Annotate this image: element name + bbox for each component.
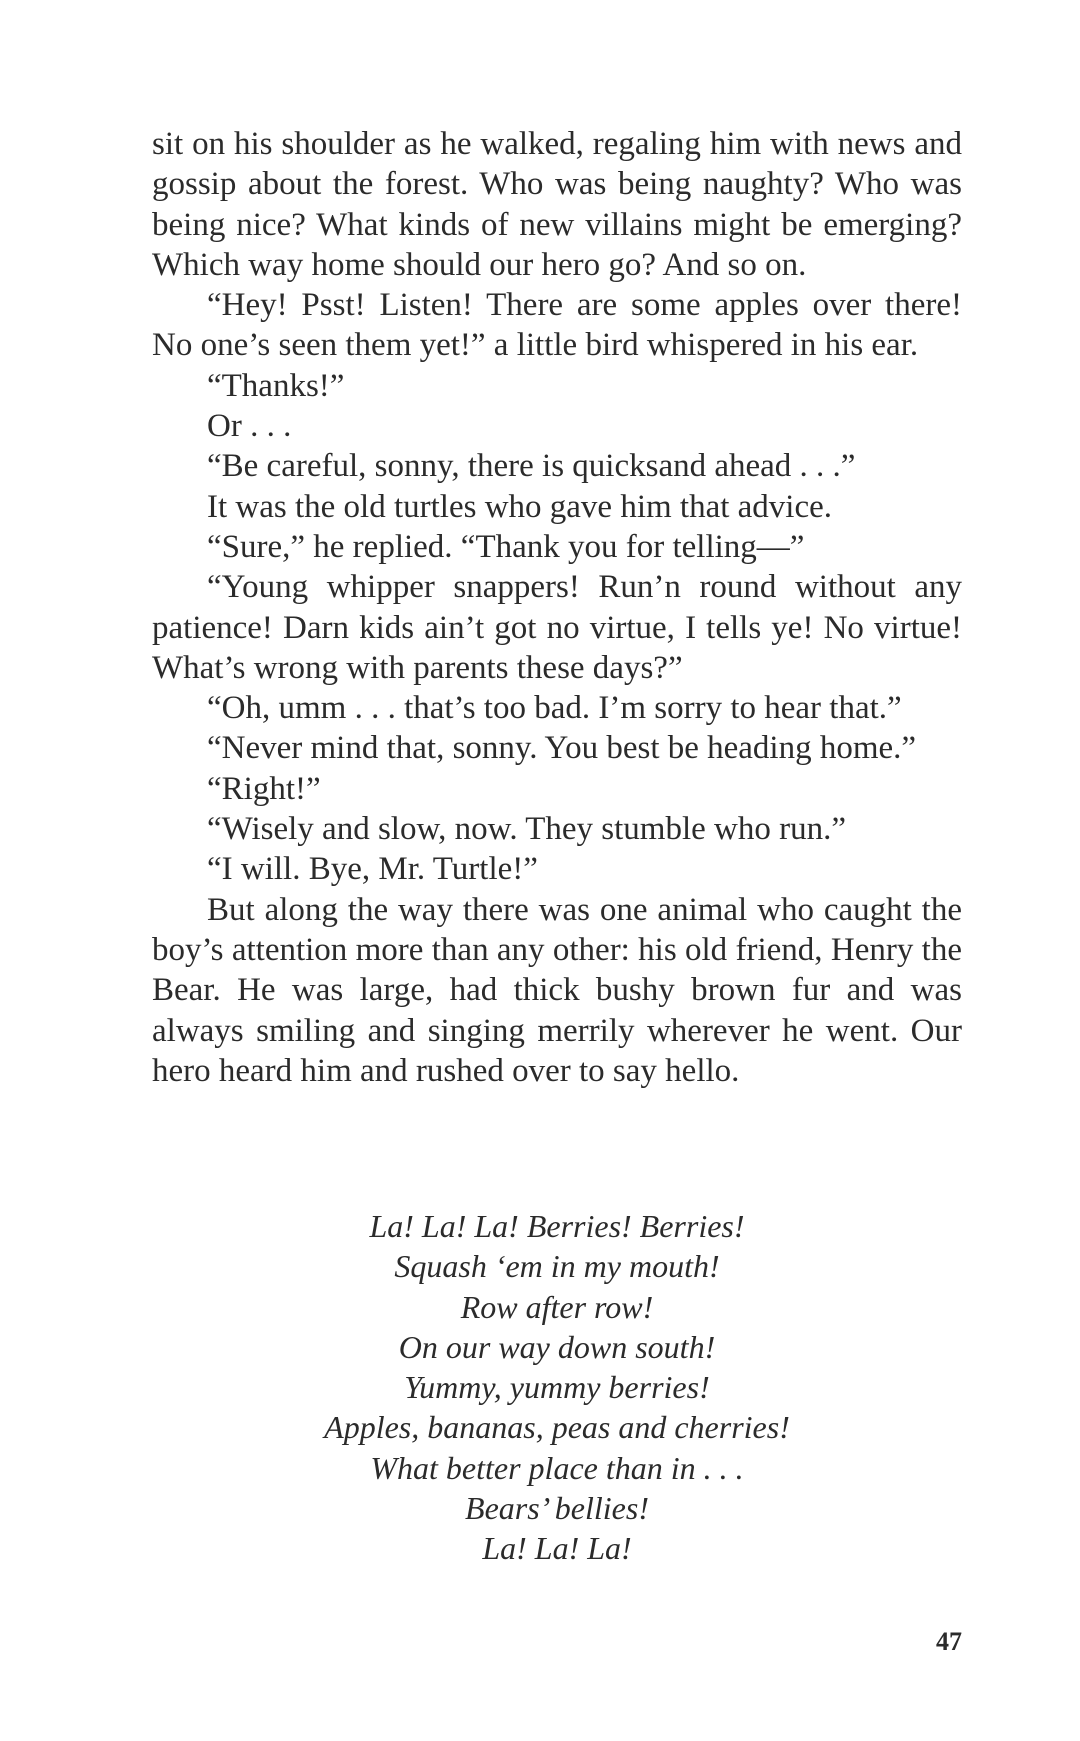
paragraph: “Be careful, sonny, there is quicksand ahead . . .” <box>207 448 856 485</box>
paragraph: “I will. Bye, Mr. Turtle!” <box>207 851 538 888</box>
song-line: Bears’ bellies! <box>465 1490 649 1527</box>
song-line: What better place than in . . . <box>370 1449 744 1486</box>
paragraph: “Hey! Psst! Listen! There are some apples over there! No one’s seen them yet!” a little bird whispered in his ear. <box>152 287 962 364</box>
song-line: La! La! La! <box>482 1530 632 1567</box>
song-line: Apples, bananas, peas and cherries! <box>324 1409 790 1446</box>
page-number: 47 <box>936 1627 962 1656</box>
song-verse <box>152 1206 962 1569</box>
paragraph: “Wisely and slow, now. They stumble who run.” <box>207 811 847 848</box>
song-line: Row after row! <box>460 1288 654 1325</box>
paragraph: “Never mind that, sonny. You best be heading home.” <box>207 730 917 767</box>
paragraph: Or . . . <box>207 408 292 445</box>
paragraph: “Right!” <box>207 770 321 807</box>
paragraph: “Thanks!” <box>207 367 345 404</box>
paragraph: It was the old turtles who gave him that advice. <box>207 488 833 525</box>
paragraph: “Oh, umm . . . that’s too bad. I’m sorry to hear that.” <box>207 690 902 727</box>
paragraph: “Sure,” he replied. “Thank you for telling—” <box>207 528 805 565</box>
song-line: Yummy, yummy berries! <box>404 1369 710 1406</box>
paragraph: “Young whipper snappers! Run’n round without any patience! Darn kids ain’t got no virtue, I tells ye! No virtue! What’s wrong with parents these days?” <box>152 569 962 686</box>
song-line: On our way down south! <box>398 1328 716 1365</box>
song-line: Squash ‘em in my mouth! <box>394 1248 720 1285</box>
paragraph: sit on his shoulder as he walked, regaling him with news and gossip about the forest. Who was being naughty? Who was being nice? What kinds of new villains might be emerging? Which way home should our hero go? And so on. <box>152 126 962 283</box>
song-line: La! La! La! Berries! Berries! <box>369 1208 745 1244</box>
paragraph: But along the way there was one animal who caught the boy’s attention more than any other: his old friend, Henry the Bear. He was large, had thick bushy brown fur and was always smiling and singing merrily wherever he went. Our hero heard him and rushed over to say hello. <box>152 891 962 1089</box>
body-text <box>152 124 962 1091</box>
